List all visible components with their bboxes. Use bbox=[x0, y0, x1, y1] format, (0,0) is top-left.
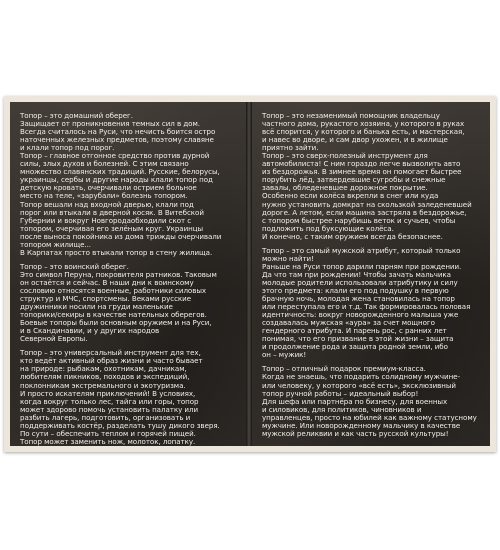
right-paragraph-house-helper: Топор – это незаменимый помощник владельцу частного дома, рукастого хозяина, у которого в руках всё спорится, у которого и банька есть, и мастерская, и навес во дворе, и сам двор ухожен, и в жилище приятно зайти. Топор – это сверх-полезный инструмент для автомобилиста! С ним гораздо легче вызволить авто из бездорожья. В зимнее время он помогает быстрее порубить лёд, затвердевшие сугробы и снежные завалы, обледеневшее дорожное покрытие. Особенно если колёса вкрепли в снег или куда нужно установить домкрат на скользкой заледеневшей дороге. А летом, если машина застряла в бездорожье, с топором быстрее нарубишь веток и сучьев, чтобы подложить под буксующие колёса. И конечно, с таким оружием всегда безопаснее. bbox=[262, 111, 472, 241]
left-paragraph-warrior-charm: Топор – это воинский оберег. Это символ Перуна, покровителя ратников. Таковым он остаётся и сейчас. В наши дни к воинскому сословию относятся военные, работники силовых структур и МЧС, спортсмены. Веками русские дружинники носили на груди маленькие топорики/секиры в качестве нательных оберегов. Боевые топоры были основным оружием и на Руси, и в Скандинавии, и у других народов Северной Европы. bbox=[20, 261, 217, 344]
left-paragraph-universal-tool: Топор – это универсальный инструмент для тех, кто ведёт активный образ жизни и часто бывает на природе: рыбакам, охотникам, дачникам, любителям пикников, походов и экспедиций, поклонникам экстремального и экотуризма. И просто искателям приключений! В условиях, когда вокруг только лес, тайга или горы, топор может здорово помочь установить палатку или разбить лагерь, подготовить, организовать и поддерживать костёр, разделать тушу дикого зверя. По сути – обеспечить теплом и горячей пищей. Топор может заменить нож, молоток, лопатку. bbox=[20, 348, 220, 446]
right-page bbox=[252, 102, 490, 446]
right-paragraph-male-attribute: Топор – это самый мужской атрибут, который только можно найти! Раньше на Руси топор дарили парням при рождении. Да что там при рождении! Чтобы зачать мальчика молодые родители использовали атрибутику и силу этого предмета: клали его под подушку в первую брачную ночь, молодая жена становилась на топор или переступала его и т.д. Так формировалась половая идентичность: вокруг новорожденного малыша уже создавалась мужская «аура» за счет мощного гендерного атрибута. И парень рос, с ранних лет понимая, что его призвание в этой жизни – защита и продолжение рода и защита родной земли, ибо он – мужик! bbox=[262, 245, 471, 360]
left-paragraph-home-charm: Топор – это домашний оберег. Защищает от проникновения темных сил в дом. Всегда считалось на Руси, что нечисть боится остро наточенных железных предметов, поэтому славяне и клали топор под порог. Топор – главное отгонное средство против дурной силы, злых духов и болезней. С этим связано множество славянских традиций. Русские, белорусы, украинцы, сербы и другие народы клали топор под детскую кровать, очерчивали острием больное место на теле, «зарубали» болезнь топором. Топор вешали над входной дверью, клали под порог или втыкали в дверной косяк. В Витебской Губернии и вокруг Новгородаобходили скот с топором, очерчивая его зелёным круг. Украинцы после выноса покойника из дома трижды очерчивали топором жилище... В Карпатах просто втыкали топор в стену жилища. bbox=[20, 111, 222, 257]
left-page bbox=[10, 102, 246, 446]
booklet-spread bbox=[4, 96, 496, 452]
right-paragraph-premium-gift: Топор – отличный подарок премиум-класса. Когда не знаешь, что подарить солидному мужчине- или человеку, у которого «всё есть», эксклюзивный топор ручной работы – идеальный выбор! Для шефа или партнёра по бизнесу, для военных и силовиков, для политиков, чиновников и управленцев, просто на юбилей как важному статусному мужчине. Или новорожденному мальчику в качестве мужской реликвии и как часть русской культуры! bbox=[262, 364, 477, 438]
